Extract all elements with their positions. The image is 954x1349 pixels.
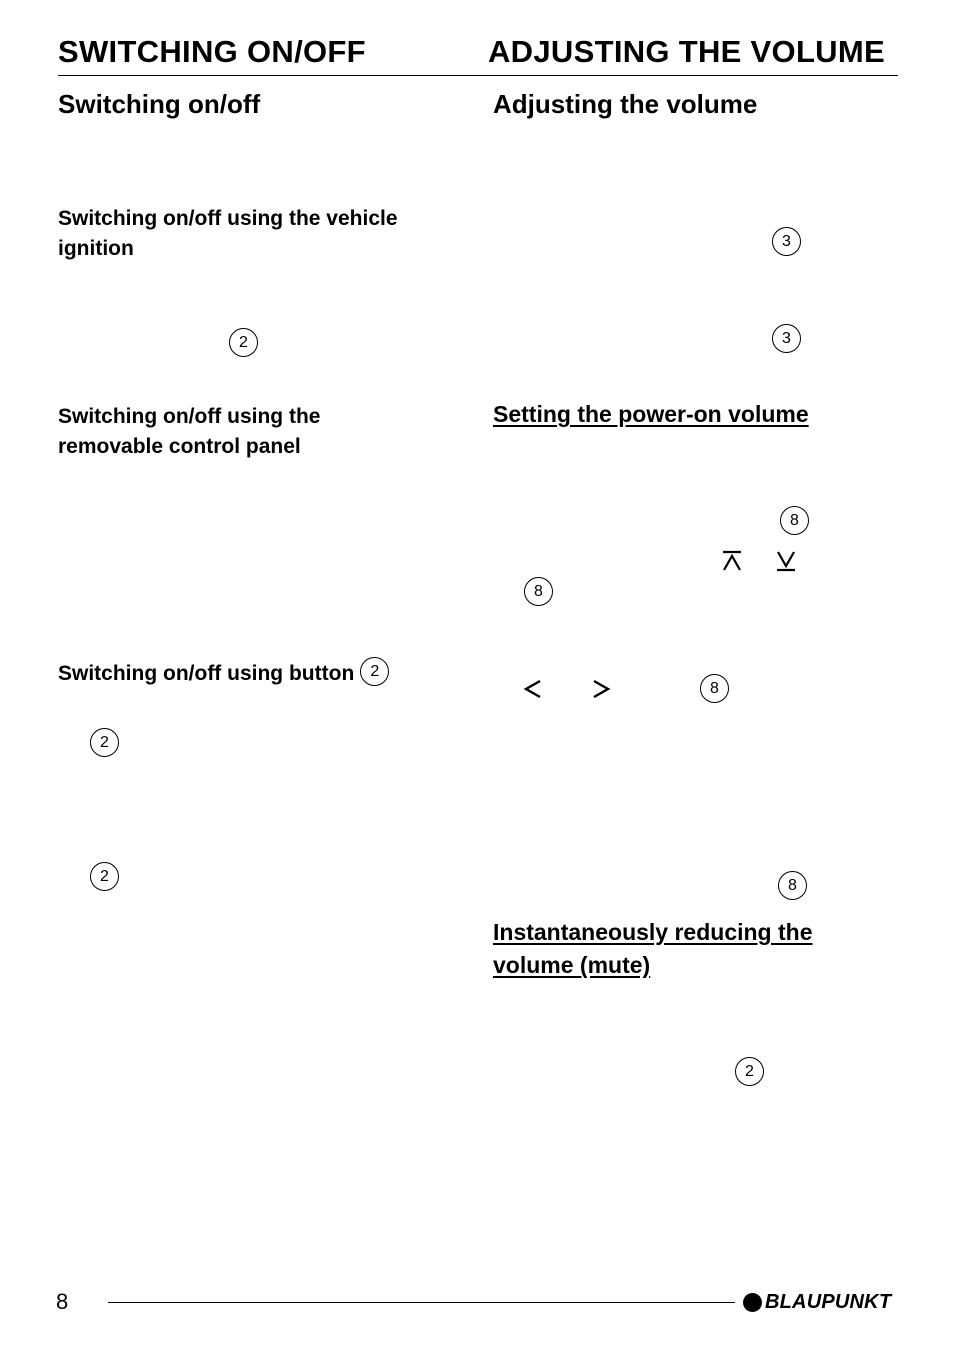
subheading-button-text: Switching on/off using button <box>58 662 355 685</box>
ref-badge-2-button-b: 2 <box>90 862 119 891</box>
arrow-up-icon <box>721 550 743 572</box>
subheading-power-on-volume: Setting the power-on volume <box>493 401 809 427</box>
ref-badge-2-mute: 2 <box>735 1057 764 1086</box>
brand-name: BLAUPUNKT <box>765 1291 892 1313</box>
subheading-ignition: Switching on/off using the vehicle ignition <box>58 207 398 260</box>
ref-badge-8-c: 8 <box>700 674 729 703</box>
ref-badge-2-heading: 2 <box>360 657 389 686</box>
arrow-right-icon <box>591 678 611 700</box>
ref-badge-8-b: 8 <box>524 577 553 606</box>
header-divider <box>58 75 898 76</box>
right-section-title: Adjusting the volume <box>493 89 758 119</box>
ref-badge-2-button-a: 2 <box>90 728 119 757</box>
brand-logo <box>743 1292 891 1312</box>
arrow-down-icon <box>775 550 797 572</box>
left-header-title: SWITCHING ON/OFF <box>58 34 366 69</box>
left-section-title: Switching on/off <box>58 89 261 119</box>
ref-badge-8-a: 8 <box>780 506 809 535</box>
footer-divider <box>108 1302 735 1303</box>
ref-badge-3-a: 3 <box>772 227 801 256</box>
right-header-title: ADJUSTING THE VOLUME <box>488 34 885 69</box>
page-number: 8 <box>56 1289 69 1314</box>
ref-badge-2-ignition: 2 <box>229 328 258 357</box>
arrow-left-icon <box>523 678 543 700</box>
subheading-button <box>58 659 389 689</box>
subheading-mute: Instantaneously reducing the volume (mute) <box>493 919 813 978</box>
logo-dot-icon <box>743 1293 762 1312</box>
subheading-control-panel: Switching on/off using the removable control panel <box>58 405 321 458</box>
ref-badge-3-b: 3 <box>772 324 801 353</box>
ref-badge-8-d: 8 <box>778 871 807 900</box>
